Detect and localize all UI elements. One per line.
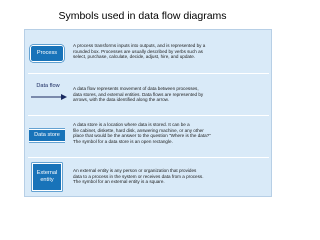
data-flow-description: [73, 86, 269, 103]
data-store-symbol-cell: [29, 127, 65, 143]
description-line: An external entity is any person or organization that provides: [73, 168, 197, 173]
external-entity-description: [73, 168, 269, 185]
external-entity-row: [25, 158, 273, 196]
process-row: [25, 34, 273, 72]
description-line: data to a process in the system or receives data from a process.: [73, 173, 204, 179]
description-line: A data flow represents movement of data between processes,: [73, 86, 199, 91]
description-line: The symbol for an external entity is a square.: [73, 179, 165, 185]
process-symbol-cell: [29, 44, 65, 62]
data-store-description: [73, 122, 269, 144]
description-line: A data store is a location where data is stored. It can be a: [73, 122, 190, 127]
description-line: rounded box. Processes are usually described by verbs such as: [73, 48, 203, 54]
description-line: place that would be the answer to the question "Where is the data?": [73, 133, 211, 139]
description-line: A process transforms inputs into outputs, and is represented by a: [73, 43, 206, 48]
external-entity-label-line: External: [36, 170, 58, 177]
data-flow-symbol: [29, 82, 65, 104]
data-store-label: Data store: [34, 132, 60, 138]
process-symbol: [30, 45, 64, 62]
data-store-row: [25, 116, 273, 154]
data-flow-label: Data flow: [36, 83, 60, 89]
description-line: arrows, with the data identified along the arrow.: [73, 97, 170, 103]
process-description: [73, 43, 269, 60]
data-flow-symbol-cell: [29, 81, 65, 105]
process-label: Process: [36, 50, 58, 56]
arrow-right-icon: [31, 94, 67, 100]
data-store-symbol: [29, 129, 65, 142]
symbols-panel: [24, 29, 272, 197]
external-entity-symbol: [32, 163, 62, 191]
description-line: data stores, and external entities. Data flows are represented by: [73, 91, 204, 97]
description-line: file cabinet, diskette, hard disk, answering machine, or any other: [73, 127, 204, 133]
external-entity-symbol-cell: [29, 162, 65, 192]
data-flow-row: [25, 74, 273, 112]
page-title: Symbols used in data flow diagrams: [58, 10, 227, 22]
external-entity-label-line: entity: [40, 177, 54, 183]
description-line: select, purchase, calculate, decide, adjust, hire, and update.: [73, 54, 196, 60]
description-line: The symbol for a data store is an open rectangle.: [73, 138, 173, 144]
